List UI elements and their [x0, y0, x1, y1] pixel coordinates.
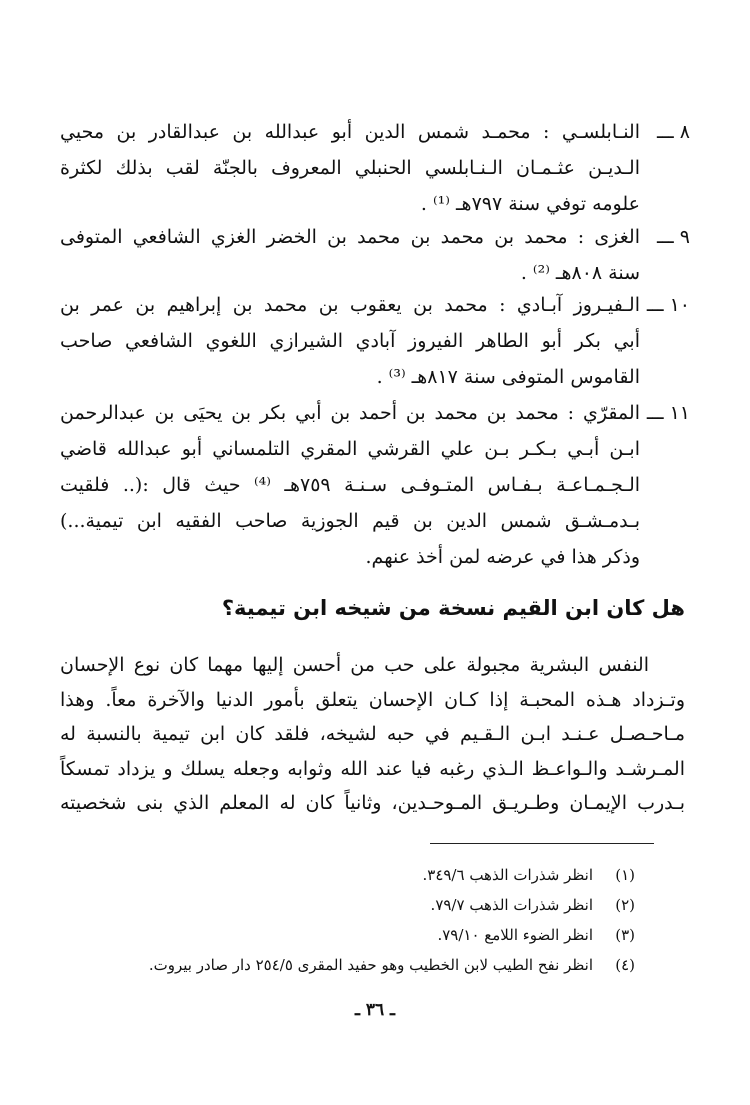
- entry-line: ابـن أبـي بـكـر بـن علي القرشي المقري التلمساني أبو عبدالله قاضي: [60, 438, 640, 460]
- entry-line: الـديـن عثـمـان الـنـابلسي الحنبلي المعروف بالجنّة لقب بذلك لكثرة: [60, 157, 640, 179]
- entry-number: ١١ ـــ: [646, 402, 690, 424]
- entry-line: القاموس المتوفى سنة ٨١٧هـ ⁽³⁾ .: [376, 366, 640, 388]
- footnote-number: (٣): [615, 926, 635, 944]
- page-number: ـ ٣٦ ـ: [354, 1000, 396, 1020]
- entry-text: [60, 287, 640, 395]
- paragraph-line: وتـزداد هـذه المحبـة إذا كـان الإحسان يتعلق بأمور الدنيا والآخرة معاً. وهذا: [60, 688, 685, 711]
- entry-text: [60, 114, 640, 222]
- entry-text: [60, 395, 640, 575]
- footnote-text: انظر الضوء اللامع ٧٩/١٠.: [437, 926, 593, 944]
- paragraph-line: بـدرب الإيمـان وطـريـق المـوحـدين، وثانياً كان له المعلم الذي بنى شخصيته: [60, 792, 685, 814]
- paragraph-line: مـاحـصـل عـنـد ابـن الـقـيم في حبه لشيخه، فلقد كان ابن تيمية بالنسبة له: [60, 723, 685, 745]
- paragraph-line: المـرشـد والـواعـظ الـذي رغبه فيا عند الله وثوابه وجعله يسلك و يزداد تمسكاً: [60, 757, 685, 780]
- footnotes: [60, 860, 635, 980]
- entry-line: الغزى : محمد بن محمد بن محمد بن الخضر الغزي الشافعي المتوفى: [60, 226, 640, 248]
- entry-line: علومه توفي سنة ٧٩٧هـ ⁽¹⁾ .: [420, 193, 640, 215]
- entry-text: [60, 219, 640, 291]
- entry-line: سنة ٨٠٨هـ ⁽²⁾ .: [520, 262, 640, 284]
- entry-line: الـفيـروز آبـادي : محمد بن يعقوب بن محمد بن إبراهيم بن عمر بن: [60, 294, 640, 316]
- footnote-1: [60, 860, 635, 890]
- body-paragraph: [60, 648, 685, 821]
- footnote-number: (١): [615, 866, 635, 884]
- footnote-text: انظر شذرات الذهب ٧٩/٧.: [430, 896, 593, 914]
- biography-entry-9: [60, 219, 690, 293]
- footnote-text: انظر نفح الطيب لابن الخطيب وهو حفيد المقرى ٢٥٤/٥ دار صادر بيروت.: [148, 956, 593, 974]
- footnote-number: (٤): [615, 956, 635, 974]
- entry-number: ١٠ ـــ: [646, 294, 690, 316]
- entry-number: ٨ ـــ: [657, 121, 690, 143]
- entry-number: ٩ ـــ: [657, 226, 690, 248]
- entry-line: الـجـمـاعـة بـفـاس المتـوفـى سـنـة ٧٥٩هـ ⁽⁴⁾ حيث قال :(.. فلقيت: [60, 474, 641, 496]
- footnote-2: [60, 890, 635, 920]
- biography-entry-8: [60, 114, 690, 224]
- footnote-text: انظر شذرات الذهب ٣٤٩/٦.: [422, 866, 593, 884]
- entry-line: المقرّي : محمد بن محمد بن أحمد بن أبي بكر بن يحيَى بن عبدالرحمن: [60, 402, 640, 424]
- section-heading: هل كان ابن القيم نسخة من شيخه ابن تيمية؟: [221, 596, 685, 620]
- paragraph-line: النفس البشرية مجبولة على حب من أحسن إليها مهما كان نوع الإحسان: [60, 654, 649, 676]
- entry-line: النـابلسـي : محمـد شمس الدين أبو عبدالله بن عبدالقادر بن محيي: [60, 121, 640, 143]
- biography-entry-10: [60, 287, 690, 397]
- entry-line: وذكر هذا في عرضه لمن أخذ عنهم.: [365, 546, 640, 568]
- biography-entry-11: [60, 395, 690, 580]
- footnote-3: [60, 920, 635, 950]
- footnote-separator: [430, 843, 654, 844]
- entry-line: أبي بكر أبو الطاهر الفيروز آبادي الشيرازي اللغوي الشافعي صاحب: [60, 330, 640, 352]
- entry-line: بـدمـشـق شمس الدين بن قيم الجوزية صاحب الفقيه ابن تيمية...): [60, 510, 640, 532]
- footnote-number: (٢): [615, 896, 635, 914]
- footnote-4: [60, 950, 635, 980]
